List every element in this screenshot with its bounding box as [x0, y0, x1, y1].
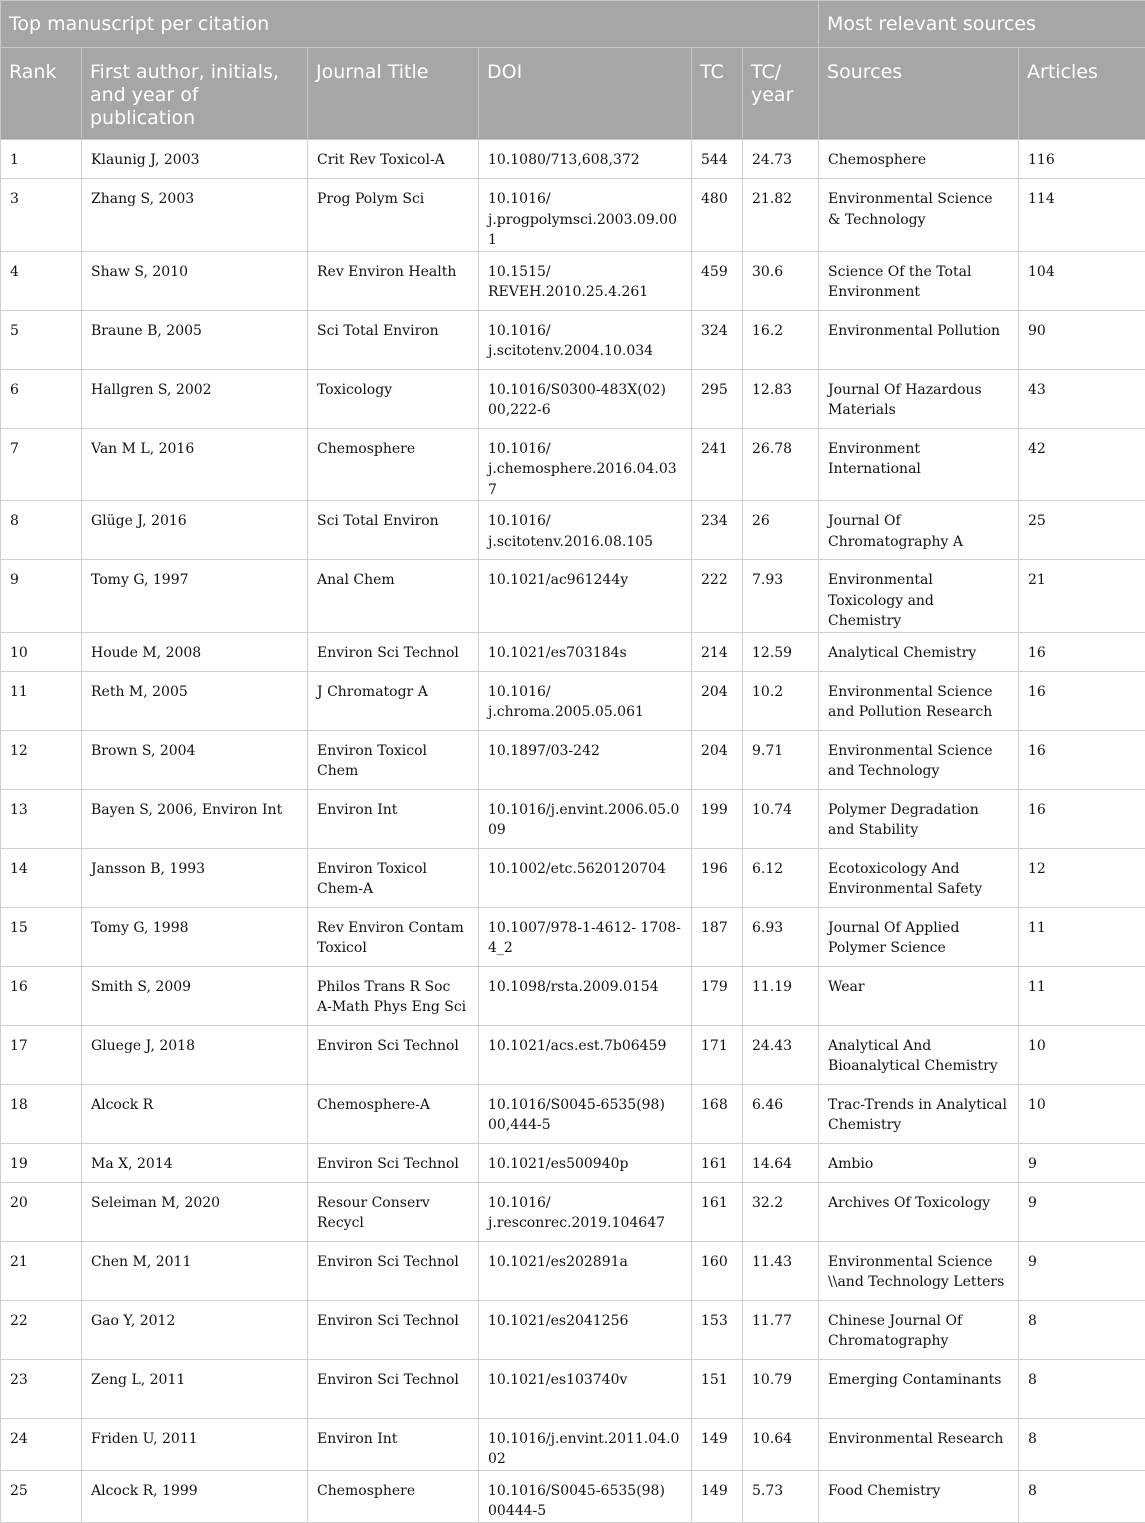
- cell-doi: 10.1016/ j.scitotenv.2016.08.105: [479, 501, 692, 560]
- cell-author: Alcock R: [82, 1084, 308, 1143]
- cell-source: Environmental Pollution: [819, 310, 1019, 369]
- cell-author: Ma X, 2014: [82, 1143, 308, 1182]
- cell-articles: 12: [1019, 848, 1145, 907]
- column-header-tc-per-year: TC/ year: [743, 48, 819, 140]
- cell-tc: 544: [692, 140, 743, 179]
- cell-articles: 9: [1019, 1143, 1145, 1182]
- cell-tc: 153: [692, 1300, 743, 1359]
- cell-doi: 10.1098/rsta.2009.0154: [479, 966, 692, 1025]
- cell-articles: 8: [1019, 1418, 1145, 1470]
- cell-articles: 16: [1019, 789, 1145, 848]
- column-header-sources: Sources: [819, 48, 1019, 140]
- cell-doi: 10.1016/j.envint.2006.05.009: [479, 789, 692, 848]
- group-header-sources: Most relevant sources: [819, 1, 1145, 48]
- cell-author: Bayen S, 2006, Environ Int: [82, 789, 308, 848]
- cell-rank: 25: [1, 1470, 82, 1522]
- cell-rank: 8: [1, 501, 82, 560]
- cell-tc: 480: [692, 179, 743, 252]
- cell-tc: 149: [692, 1418, 743, 1470]
- cell-author: Alcock R, 1999: [82, 1470, 308, 1522]
- cell-source: Polymer Degradation and Stability: [819, 789, 1019, 848]
- table-row: [1, 140, 1145, 179]
- cell-source: Ecotoxicology And Environmental Safety: [819, 848, 1019, 907]
- column-header-tc: TC: [692, 48, 743, 140]
- cell-rank: 9: [1, 560, 82, 633]
- cell-author: Shaw S, 2010: [82, 251, 308, 310]
- cell-journal: Sci Total Environ: [308, 310, 479, 369]
- cell-doi: 10.1515/ REVEH.2010.25.4.261: [479, 251, 692, 310]
- cell-author: Houde M, 2008: [82, 632, 308, 671]
- cell-author: Zhang S, 2003: [82, 179, 308, 252]
- cell-journal: Environ Toxicol Chem: [308, 730, 479, 789]
- cell-author: Jansson B, 1993: [82, 848, 308, 907]
- table-row: [1, 966, 1145, 1025]
- cell-journal: Anal Chem: [308, 560, 479, 633]
- cell-tc: 234: [692, 501, 743, 560]
- cell-journal: Environ Sci Technol: [308, 1359, 479, 1418]
- cell-tc-per-year: 11.43: [743, 1241, 819, 1300]
- cell-author: Gao Y, 2012: [82, 1300, 308, 1359]
- cell-source: Environmental Science & Technology: [819, 179, 1019, 252]
- table-row: [1, 1300, 1145, 1359]
- cell-tc-per-year: 26: [743, 501, 819, 560]
- table-row: [1, 730, 1145, 789]
- cell-tc: 187: [692, 907, 743, 966]
- cell-journal: Rev Environ Contam Toxicol: [308, 907, 479, 966]
- cell-tc-per-year: 11.77: [743, 1300, 819, 1359]
- cell-rank: 20: [1, 1182, 82, 1241]
- cell-doi: 10.1016/ j.chroma.2005.05.061: [479, 671, 692, 730]
- cell-source: Emerging Contaminants: [819, 1359, 1019, 1418]
- table-row: [1, 1025, 1145, 1084]
- column-header-doi: DOI: [479, 48, 692, 140]
- cell-rank: 7: [1, 428, 82, 501]
- cell-articles: 8: [1019, 1359, 1145, 1418]
- cell-doi: 10.1002/etc.5620120704: [479, 848, 692, 907]
- cell-rank: 6: [1, 369, 82, 428]
- column-header-author: First author, initials, and year of publication: [82, 48, 308, 140]
- column-header-rank: Rank: [1, 48, 82, 140]
- table-row: [1, 1241, 1145, 1300]
- cell-rank: 21: [1, 1241, 82, 1300]
- cell-rank: 16: [1, 966, 82, 1025]
- cell-journal: Rev Environ Health: [308, 251, 479, 310]
- cell-rank: 18: [1, 1084, 82, 1143]
- cell-author: Zeng L, 2011: [82, 1359, 308, 1418]
- cell-rank: 1: [1, 140, 82, 179]
- cell-source: Environmental Toxicology and Chemistry: [819, 560, 1019, 633]
- cell-doi: 10.1016/ j.progpolymsci.2003.09.001: [479, 179, 692, 252]
- cell-author: Smith S, 2009: [82, 966, 308, 1025]
- table-row: [1, 1084, 1145, 1143]
- cell-tc-per-year: 12.59: [743, 632, 819, 671]
- cell-tc-per-year: 9.71: [743, 730, 819, 789]
- cell-rank: 5: [1, 310, 82, 369]
- cell-articles: 9: [1019, 1241, 1145, 1300]
- cell-author: Braune B, 2005: [82, 310, 308, 369]
- table-row: [1, 632, 1145, 671]
- cell-doi: 10.1021/es103740v: [479, 1359, 692, 1418]
- cell-tc: 204: [692, 730, 743, 789]
- cell-tc: 179: [692, 966, 743, 1025]
- cell-doi: 10.1021/es202891a: [479, 1241, 692, 1300]
- cell-rank: 14: [1, 848, 82, 907]
- cell-tc-per-year: 32.2: [743, 1182, 819, 1241]
- cell-rank: 22: [1, 1300, 82, 1359]
- table-row: [1, 1143, 1145, 1182]
- cell-articles: 16: [1019, 671, 1145, 730]
- cell-journal: Prog Polym Sci: [308, 179, 479, 252]
- cell-tc-per-year: 6.46: [743, 1084, 819, 1143]
- cell-tc: 161: [692, 1182, 743, 1241]
- cell-tc-per-year: 26.78: [743, 428, 819, 501]
- cell-rank: 12: [1, 730, 82, 789]
- cell-rank: 24: [1, 1418, 82, 1470]
- table-row: [1, 369, 1145, 428]
- cell-tc: 324: [692, 310, 743, 369]
- table-row: [1, 1182, 1145, 1241]
- cell-rank: 4: [1, 251, 82, 310]
- cell-doi: 10.1016/j.envint.2011.04.002: [479, 1418, 692, 1470]
- cell-articles: 10: [1019, 1084, 1145, 1143]
- cell-tc-per-year: 16.2: [743, 310, 819, 369]
- cell-rank: 13: [1, 789, 82, 848]
- cell-doi: 10.1007/978-1-4612- 1708-4_2: [479, 907, 692, 966]
- table-row: [1, 428, 1145, 501]
- cell-articles: 42: [1019, 428, 1145, 501]
- table-row: [1, 1359, 1145, 1418]
- cell-source: Ambio: [819, 1143, 1019, 1182]
- cell-doi: 10.1016/ j.resconrec.2019.104647: [479, 1182, 692, 1241]
- cell-author: Seleiman M, 2020: [82, 1182, 308, 1241]
- cell-doi: 10.1021/es703184s: [479, 632, 692, 671]
- table-row: [1, 251, 1145, 310]
- cell-doi: 10.1021/es500940p: [479, 1143, 692, 1182]
- cell-doi: 10.1016/S0045-6535(98) 00444-5: [479, 1470, 692, 1522]
- cell-articles: 104: [1019, 251, 1145, 310]
- cell-tc: 459: [692, 251, 743, 310]
- cell-doi: 10.1080/713,608,372: [479, 140, 692, 179]
- cell-source: Journal Of Applied Polymer Science: [819, 907, 1019, 966]
- table-row: [1, 560, 1145, 633]
- cell-author: Hallgren S, 2002: [82, 369, 308, 428]
- table-row: [1, 848, 1145, 907]
- cell-articles: 9: [1019, 1182, 1145, 1241]
- cell-doi: 10.1021/acs.est.7b06459: [479, 1025, 692, 1084]
- table-row: [1, 1418, 1145, 1470]
- cell-tc-per-year: 6.93: [743, 907, 819, 966]
- cell-tc: 295: [692, 369, 743, 428]
- cell-journal: Environ Sci Technol: [308, 1025, 479, 1084]
- cell-tc: 151: [692, 1359, 743, 1418]
- cell-journal: Environ Toxicol Chem-A: [308, 848, 479, 907]
- cell-journal: Chemosphere: [308, 428, 479, 501]
- cell-rank: 3: [1, 179, 82, 252]
- table-row: [1, 907, 1145, 966]
- cell-author: Tomy G, 1998: [82, 907, 308, 966]
- cell-rank: 19: [1, 1143, 82, 1182]
- cell-doi: 10.1016/S0045-6535(98) 00,444-5: [479, 1084, 692, 1143]
- cell-tc: 199: [692, 789, 743, 848]
- column-header-row: [1, 48, 1145, 140]
- cell-journal: Environ Sci Technol: [308, 1300, 479, 1359]
- cell-tc: 161: [692, 1143, 743, 1182]
- cell-journal: J Chromatogr A: [308, 671, 479, 730]
- cell-tc-per-year: 10.74: [743, 789, 819, 848]
- cell-journal: Environ Sci Technol: [308, 1143, 479, 1182]
- column-header-articles: Articles: [1019, 48, 1145, 140]
- cell-journal: Environ Int: [308, 1418, 479, 1470]
- cell-source: Archives Of Toxicology: [819, 1182, 1019, 1241]
- cell-journal: Environ Sci Technol: [308, 1241, 479, 1300]
- cell-author: Glüge J, 2016: [82, 501, 308, 560]
- cell-tc: 171: [692, 1025, 743, 1084]
- cell-tc-per-year: 12.83: [743, 369, 819, 428]
- cell-tc-per-year: 10.79: [743, 1359, 819, 1418]
- cell-tc: 149: [692, 1470, 743, 1522]
- cell-journal: Environ Int: [308, 789, 479, 848]
- cell-articles: 8: [1019, 1470, 1145, 1522]
- cell-tc: 214: [692, 632, 743, 671]
- cell-doi: 10.1021/es2041256: [479, 1300, 692, 1359]
- cell-author: Van M L, 2016: [82, 428, 308, 501]
- cell-doi: 10.1016/ j.chemosphere.2016.04.037: [479, 428, 692, 501]
- cell-source: Chemosphere: [819, 140, 1019, 179]
- cell-source: Analytical And Bioanalytical Chemistry: [819, 1025, 1019, 1084]
- cell-tc-per-year: 10.64: [743, 1418, 819, 1470]
- cell-source: Journal Of Hazardous Materials: [819, 369, 1019, 428]
- cell-doi: 10.1021/ac961244y: [479, 560, 692, 633]
- cell-journal: Sci Total Environ: [308, 501, 479, 560]
- cell-rank: 23: [1, 1359, 82, 1418]
- cell-journal: Environ Sci Technol: [308, 632, 479, 671]
- cell-tc-per-year: 14.64: [743, 1143, 819, 1182]
- cell-doi: 10.1016/S0300-483X(02) 00,222-6: [479, 369, 692, 428]
- table-row: [1, 789, 1145, 848]
- table-row: [1, 310, 1145, 369]
- cell-tc: 168: [692, 1084, 743, 1143]
- cell-articles: 11: [1019, 966, 1145, 1025]
- cell-source: Food Chemistry: [819, 1470, 1019, 1522]
- cell-tc-per-year: 24.43: [743, 1025, 819, 1084]
- column-header-journal: Journal Title: [308, 48, 479, 140]
- cell-source: Trac-Trends in Analytical Chemistry: [819, 1084, 1019, 1143]
- cell-tc-per-year: 5.73: [743, 1470, 819, 1522]
- cell-articles: 11: [1019, 907, 1145, 966]
- cell-tc-per-year: 30.6: [743, 251, 819, 310]
- cell-author: Chen M, 2011: [82, 1241, 308, 1300]
- cell-author: Brown S, 2004: [82, 730, 308, 789]
- cell-source: Environmental Research: [819, 1418, 1019, 1470]
- cell-journal: Resour Conserv Recycl: [308, 1182, 479, 1241]
- cell-articles: 116: [1019, 140, 1145, 179]
- cell-tc-per-year: 24.73: [743, 140, 819, 179]
- cell-tc: 160: [692, 1241, 743, 1300]
- cell-rank: 11: [1, 671, 82, 730]
- cell-articles: 43: [1019, 369, 1145, 428]
- cell-source: Science Of the Total Environment: [819, 251, 1019, 310]
- cell-tc-per-year: 6.12: [743, 848, 819, 907]
- cell-tc: 222: [692, 560, 743, 633]
- cell-source: Environmental Science \\and Technology Letters: [819, 1241, 1019, 1300]
- cell-articles: 114: [1019, 179, 1145, 252]
- cell-doi: 10.1897/03-242: [479, 730, 692, 789]
- cell-journal: Philos Trans R Soc A-Math Phys Eng Sci: [308, 966, 479, 1025]
- cell-author: Tomy G, 1997: [82, 560, 308, 633]
- cell-source: Chinese Journal Of Chromatography: [819, 1300, 1019, 1359]
- group-header-top-manuscripts: Top manuscript per citation: [1, 1, 819, 48]
- cell-rank: 15: [1, 907, 82, 966]
- cell-articles: 16: [1019, 730, 1145, 789]
- cell-articles: 8: [1019, 1300, 1145, 1359]
- cell-tc-per-year: 10.2: [743, 671, 819, 730]
- cell-journal: Crit Rev Toxicol-A: [308, 140, 479, 179]
- cell-source: Environmental Science and Technology: [819, 730, 1019, 789]
- cell-tc-per-year: 21.82: [743, 179, 819, 252]
- cell-journal: Toxicology: [308, 369, 479, 428]
- cell-articles: 25: [1019, 501, 1145, 560]
- cell-author: Gluege J, 2018: [82, 1025, 308, 1084]
- cell-articles: 90: [1019, 310, 1145, 369]
- cell-journal: Chemosphere-A: [308, 1084, 479, 1143]
- cell-rank: 17: [1, 1025, 82, 1084]
- cell-tc: 204: [692, 671, 743, 730]
- table-row: [1, 671, 1145, 730]
- table-row: [1, 501, 1145, 560]
- cell-author: Klaunig J, 2003: [82, 140, 308, 179]
- group-header-row: [1, 1, 1145, 48]
- cell-author: Reth M, 2005: [82, 671, 308, 730]
- cell-doi: 10.1016/ j.scitotenv.2004.10.034: [479, 310, 692, 369]
- cell-source: Environmental Science and Pollution Research: [819, 671, 1019, 730]
- table-row: [1, 1470, 1145, 1522]
- cell-tc: 241: [692, 428, 743, 501]
- cell-rank: 10: [1, 632, 82, 671]
- cell-source: Environment International: [819, 428, 1019, 501]
- table-body: [1, 140, 1145, 1523]
- cell-articles: 16: [1019, 632, 1145, 671]
- cell-author: Friden U, 2011: [82, 1418, 308, 1470]
- cell-source: Journal Of Chromatography A: [819, 501, 1019, 560]
- cell-source: Analytical Chemistry: [819, 632, 1019, 671]
- cell-tc-per-year: 7.93: [743, 560, 819, 633]
- cell-articles: 21: [1019, 560, 1145, 633]
- cell-articles: 10: [1019, 1025, 1145, 1084]
- cell-tc: 196: [692, 848, 743, 907]
- cell-tc-per-year: 11.19: [743, 966, 819, 1025]
- cell-journal: Chemosphere: [308, 1470, 479, 1522]
- table-row: [1, 179, 1145, 252]
- cell-source: Wear: [819, 966, 1019, 1025]
